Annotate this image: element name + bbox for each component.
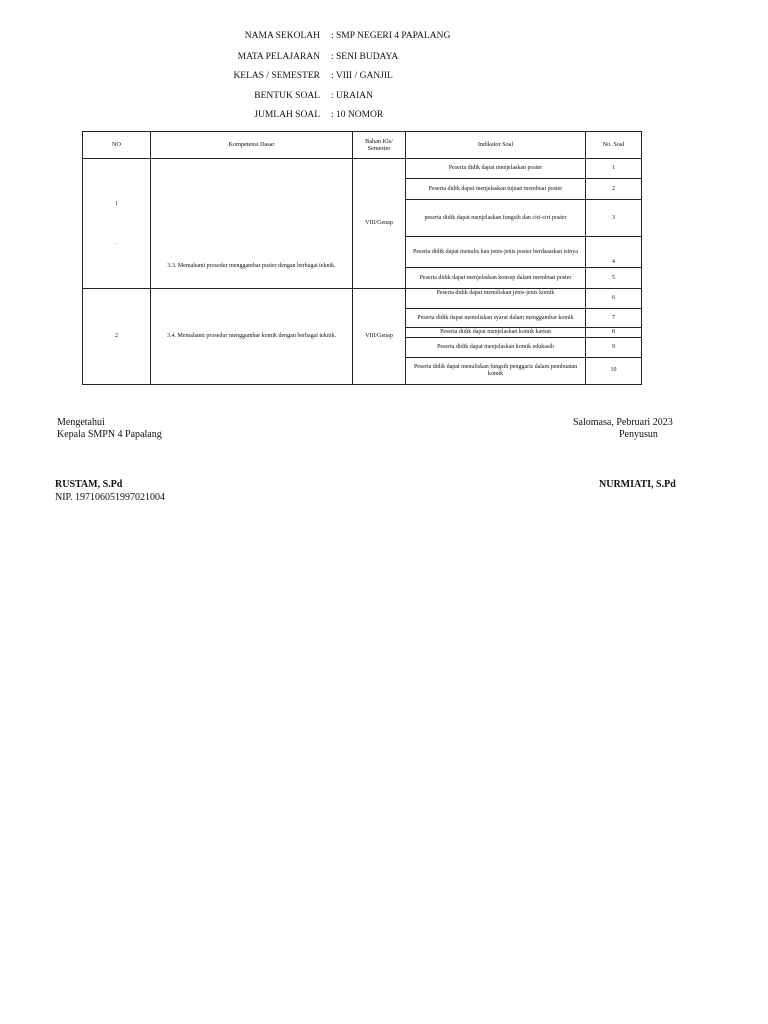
indikator-cell: Peserta didik dapat menuliskan syarat dalam menggambar komik bbox=[406, 309, 586, 328]
table-row bbox=[83, 289, 642, 309]
soal-number-cell: 4 bbox=[586, 237, 642, 268]
group-number-cell bbox=[83, 289, 151, 385]
author-title: Penyusun bbox=[619, 429, 658, 440]
soal-number-cell: 10 bbox=[586, 357, 642, 384]
group-mark: . bbox=[115, 239, 118, 246]
kd-cell: 3.3. Memahami prosedur menggambar poster dengan berbagai teknik. bbox=[151, 159, 353, 289]
col-header-no: NO bbox=[83, 132, 151, 159]
principal-title: Kepala SMPN 4 Papalang bbox=[57, 429, 162, 440]
soal-number-cell: 9 bbox=[586, 337, 642, 357]
soal-number-cell: 2 bbox=[586, 179, 642, 200]
header-value: : 10 NOMOR bbox=[331, 110, 384, 120]
header-label: JUMLAH SOAL bbox=[254, 110, 320, 120]
soal-number-cell: 8 bbox=[586, 328, 642, 338]
indikator-cell: Peserta didik dapat menjelaskan poster bbox=[406, 159, 586, 179]
question-grid-table bbox=[82, 131, 642, 385]
soal-number-cell: 7 bbox=[586, 309, 642, 328]
group-number: 1 bbox=[115, 200, 118, 207]
header-label: MATA PELAJARAN bbox=[237, 52, 320, 62]
header-value: : SENI BUDAYA bbox=[331, 52, 399, 62]
principal-name: RUSTAM, S.Pd bbox=[55, 479, 123, 490]
indikator-cell: Peserta didik dapat menuliskan jenis-jenis komik bbox=[406, 289, 586, 309]
group-number-cell bbox=[83, 159, 151, 289]
header-value: : SMP NEGERI 4 PAPALANG bbox=[331, 31, 451, 41]
soal-number-cell: 1 bbox=[586, 159, 642, 179]
author-name: NURMIATI, S.Pd bbox=[599, 479, 676, 490]
indikator-cell: Peserta didik dapat menjelaskan komik edukasih bbox=[406, 337, 586, 357]
indikator-cell: Peserta didik dapat menjelaskan konsep dalam membuat poster bbox=[406, 268, 586, 289]
indikator-cell: Peserta didik dapat menulis kan jenis-jenis poster berdasarkan isinya bbox=[406, 237, 586, 268]
table-row bbox=[83, 159, 642, 179]
soal-number-cell: 5 bbox=[586, 268, 642, 289]
soal-number-cell: 6 bbox=[586, 289, 642, 309]
col-header-kelas: Bahan Kls/ Semester bbox=[353, 132, 406, 159]
indikator-cell: Peserta didik dapat menjelaskan komik kartun bbox=[406, 328, 586, 338]
col-header-kd: Kompetensi Dasar bbox=[151, 132, 353, 159]
kelas-cell: VIII/Genap bbox=[353, 159, 406, 289]
kelas-cell: VIII/Genap bbox=[353, 289, 406, 385]
col-header-indikator: Indikator Soal bbox=[406, 132, 586, 159]
soal-number-cell: 3 bbox=[586, 200, 642, 237]
table-header-row bbox=[83, 132, 642, 159]
header-value: : URAIAN bbox=[331, 91, 373, 101]
kd-cell: 3.4. Memahami prosedur menggambar komik dengan berbagai teknik. bbox=[151, 289, 353, 385]
header-label: KELAS / SEMESTER bbox=[233, 71, 320, 81]
group-number: 2 bbox=[115, 333, 118, 339]
header-value: : VIII / GANJIL bbox=[331, 71, 393, 81]
place-date: Salomasa, Pebruari 2023 bbox=[573, 417, 673, 428]
indikator-cell: Peserta didik dapat menuliskan fungsih penggaris dalam pembuatan komik bbox=[406, 357, 586, 384]
principal-nip: NIP. 197106051997021004 bbox=[55, 492, 166, 503]
acknowledge-label: Mengetahui bbox=[57, 417, 105, 428]
indikator-cell: Peserta didik dapat menjelaskan tujuan membuat poster bbox=[406, 179, 586, 200]
indikator-cell: peserta didik dapat menjelaskan fungsih dan ciri-ciri poster bbox=[406, 200, 586, 237]
header-label: NAMA SEKOLAH bbox=[244, 31, 320, 41]
header-label: BENTUK SOAL bbox=[254, 91, 320, 101]
col-header-nosoal: No. Soal bbox=[586, 132, 642, 159]
